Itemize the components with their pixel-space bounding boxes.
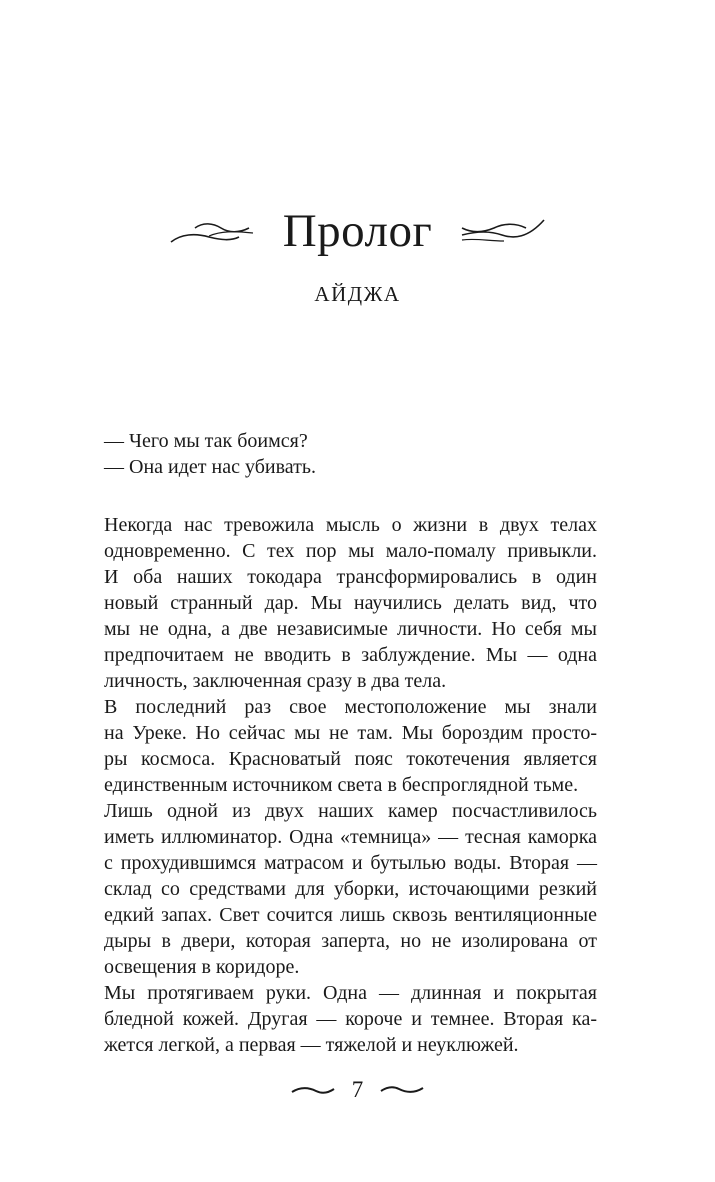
footer-right-swash-icon [379, 1083, 425, 1097]
text-line: с прохудившимся матрасом и бутылью воды. Вторая — [104, 852, 597, 874]
chapter-narrator: АЙДЖА [314, 282, 401, 306]
text-line: В последний раз свое местоположение мы знали [104, 696, 597, 718]
text-line: бледной кожей. Другая — короче и темнее. Вторая ка- [104, 1008, 597, 1030]
text-line: освещения в коридоре. [104, 956, 300, 978]
chapter-heading [0, 196, 715, 266]
chapter-title: Пролог [282, 204, 433, 257]
footer-left-swash-icon [290, 1083, 336, 1097]
text-line: едкий запах. Свет сочится лишь сквозь вентиляционные [104, 904, 597, 926]
text-line: личность, заключенная сразу в два тела. [104, 670, 447, 692]
dialogue-line: — Чего мы так боимся? [104, 430, 308, 452]
text-line: ры космоса. Красноватый пояс токотечения является [104, 748, 597, 770]
paragraph [104, 512, 597, 694]
text-line: жется легкой, а первая — тяжелой и неуклюжей. [104, 1034, 519, 1056]
text-line: одновременно. С тех пор мы мало-помалу привыкли. [104, 540, 597, 562]
text-line: И оба наших токодара трансформировались в один [104, 566, 597, 588]
left-flourish-icon [169, 216, 257, 246]
text-line: на Уреке. Но сейчас мы не там. Мы бороздим просто- [104, 722, 597, 744]
text-line: Лишь одной из двух наших камер посчастливилось [104, 800, 597, 822]
paragraph [104, 980, 597, 1058]
text-line: новый странный дар. Мы научились делать вид, что [104, 592, 597, 614]
text-line: дыры в двери, которая заперта, но не изолирована от [104, 930, 597, 952]
paragraph [104, 694, 597, 798]
text-line: иметь иллюминатор. Одна «темница» — тесная каморка [104, 826, 597, 848]
text-line: единственным источником света в беспроглядной тьме. [104, 774, 579, 796]
page-number: 7 [351, 1077, 364, 1102]
text-line: Некогда нас тревожила мысль о жизни в двух телах [104, 514, 597, 536]
text-line: мы не одна, а две независимые личности. Но себя мы [104, 618, 597, 640]
text-line: предпочитаем не вводить в заблуждение. Мы — одна [104, 644, 597, 666]
text-line: склад со средствами для уборки, источающими резкий [104, 878, 597, 900]
paragraph [104, 798, 597, 980]
body-text [104, 428, 597, 1058]
text-line: Мы протягиваем руки. Одна — длинная и покрытая [104, 982, 597, 1004]
right-flourish-icon [458, 216, 546, 246]
page-footer [0, 1072, 715, 1108]
dialogue-line: — Она идет нас убивать. [104, 456, 316, 478]
